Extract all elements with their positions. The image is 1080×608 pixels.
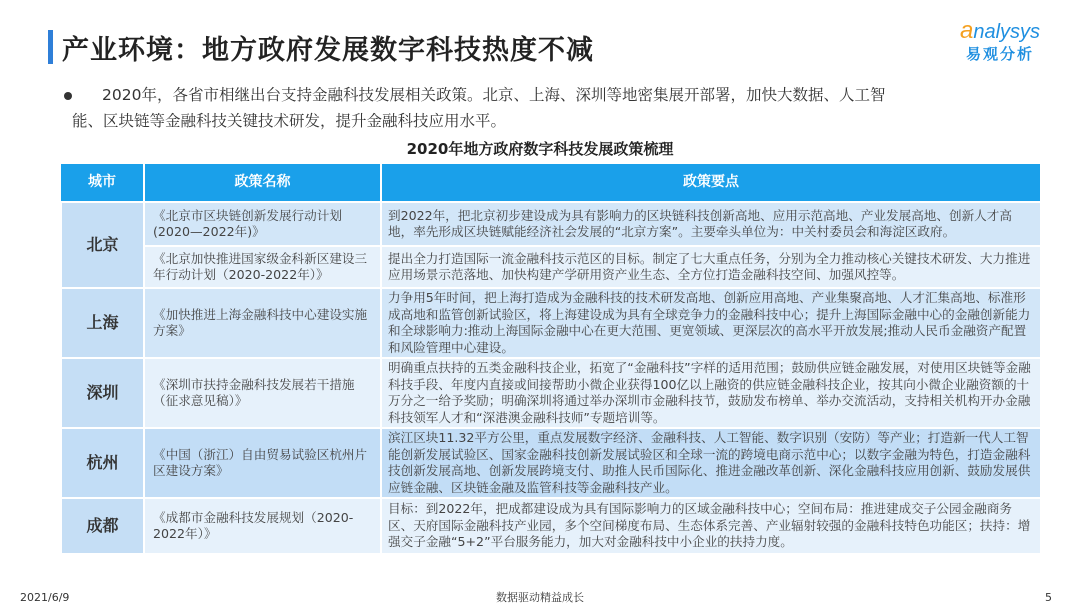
logo-mark: a bbox=[959, 17, 974, 44]
table-row bbox=[61, 288, 1041, 358]
footer-date: 2021/6/9 bbox=[20, 591, 70, 604]
city-cell: 北京 bbox=[61, 202, 144, 288]
logo-chinese: 易观分析 bbox=[965, 45, 1034, 63]
table-title: 2020年地方政府数字科技发展政策梳理 bbox=[406, 140, 674, 158]
bullet-dot-icon bbox=[64, 92, 72, 100]
analysys-logo bbox=[945, 17, 1055, 64]
points-cell: 力争用5年时间，把上海打造成为金融科技的技术研发高地、创新应用高地、产业集聚高地、人才汇集高地、标准形成高地和监管创新试验区，将上海建设成为具有全球竞争力的金融科技中心；提升上海国际金融中心的金融创新能力和全球影响力:推动上海国际金融中心在更大范围、更宽领域、更深层次的高水平开放发展;推动人民币金融资产配置和风险管理中心建设。 bbox=[381, 288, 1041, 358]
city-cell: 上海 bbox=[61, 288, 144, 358]
policy-cell: 《北京加快推进国家级金科新区建设三年行动计划（2020-2022年）》 bbox=[144, 246, 381, 288]
table-row bbox=[61, 428, 1041, 498]
policy-cell: 《成都市金融科技发展规划（2020-2022年）》 bbox=[144, 498, 381, 554]
page-number: 5 bbox=[1045, 591, 1052, 604]
points-cell: 目标：到2022年，把成都建设成为具有国际影响力的区域金融科技中心；空间布局：推进建成交子公园金融商务区、天府国际金融科技产业园，多个空间梯度布局、生态体系完善、产业辐射较强的金融科技特色功能区；扶持：增强交子金融“5+2”平台服务能力，加大对金融科技中小企业的扶持力度。 bbox=[381, 498, 1041, 554]
table-header bbox=[61, 164, 1041, 202]
bullet-line-1: 2020年，各省市相继出台支持金融科技发展相关政策。北京、上海、深圳等地密集展开部署，加快大数据、人工智 bbox=[102, 86, 886, 104]
policy-table bbox=[60, 164, 1042, 555]
policy-cell: 《加快推进上海金融科技中心建设实施方案》 bbox=[144, 288, 381, 358]
header-city: 城市 bbox=[61, 164, 144, 202]
table-row bbox=[61, 202, 1041, 246]
header-points: 政策要点 bbox=[381, 164, 1041, 202]
logo-wordmark: nalysys bbox=[973, 21, 1041, 43]
bullet-line-2: 能、区块链等金融科技关键技术研发，提升金融科技应用水平。 bbox=[72, 112, 507, 130]
points-cell: 滨江区块11.32平方公里，重点发展数字经济、金融科技、人工智能、数字识别（安防）等产业；打造新一代人工智能创新发展试验区、国家金融科技创新发展试验区和全球一流的跨境电商示范中心；以数字金融为特色，打造金融科技创新发展高地、创新发展跨境支付、助推人民币国际化、推进金融改革创新、深化金融科技应用创新、鼓励发展供应链金融、区块链金融及监管科技等金融科技产业。 bbox=[381, 428, 1041, 498]
city-cell: 深圳 bbox=[61, 358, 144, 428]
table-row bbox=[61, 246, 1041, 288]
policy-cell: 《深圳市扶持金融科技发展若干措施（征求意见稿）》 bbox=[144, 358, 381, 428]
header-policy: 政策名称 bbox=[144, 164, 381, 202]
title-accent-bar bbox=[48, 30, 53, 64]
policy-cell: 《北京市区块链创新发展行动计划(2020—2022年)》 bbox=[144, 202, 381, 246]
points-cell: 到2022年，把北京初步建设成为具有影响力的区块链科技创新高地、应用示范高地、产业发展高地、创新人才高地，率先形成区块链赋能经济社会发展的“北京方案”。主要牵头单位为：中关村委员会和海淀区政府。 bbox=[381, 202, 1041, 246]
footer-slogan: 数据驱动精益成长 bbox=[496, 591, 584, 604]
city-cell: 成都 bbox=[61, 498, 144, 554]
city-cell: 杭州 bbox=[61, 428, 144, 498]
page-title: 产业环境：地方政府发展数字科技热度不减 bbox=[62, 35, 594, 66]
table-row bbox=[61, 358, 1041, 428]
points-cell: 明确重点扶持的五类金融科技企业，拓宽了“金融科技”字样的适用范围；鼓励供应链金融发展，对使用区块链等金融科技手段、年度内直接或间接帮助小微企业获得100亿以上融资的供应链金融科技企业，按其向小微企业融资额的十万分之一给予奖励；明确深圳将通过举办深圳市金融科技节，鼓励发布榜单、举办交流活动，支持相关机构开办金融科技领军人才和“深港澳金融科技师”专题培训等。 bbox=[381, 358, 1041, 428]
policy-cell: 《中国（浙江）自由贸易试验区杭州片区建设方案》 bbox=[144, 428, 381, 498]
bullet-point bbox=[72, 82, 1022, 134]
table-row bbox=[61, 498, 1041, 554]
points-cell: 提出全力打造国际一流金融科技示范区的目标。制定了七大重点任务，分别为全力推动核心关键技术研发、大力推进应用场景示范落地、加快构建产学研用资产业生态、全方位打造金融科技空间、加强风控等。 bbox=[381, 246, 1041, 288]
